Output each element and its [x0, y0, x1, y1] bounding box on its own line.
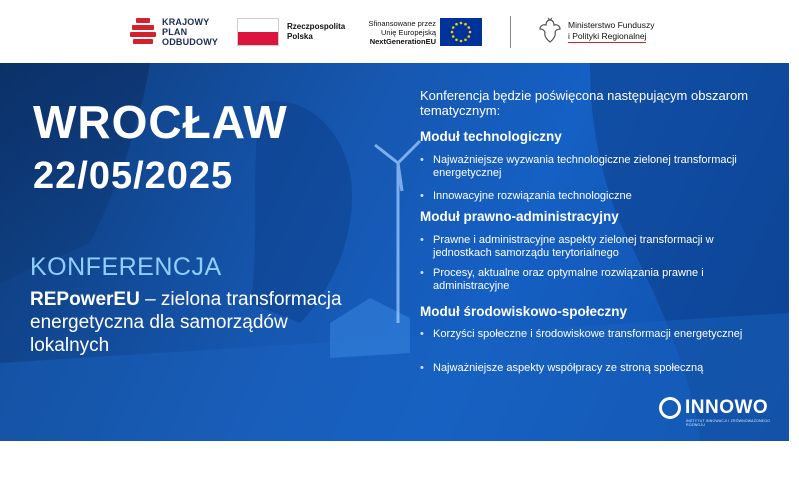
ministry-logo — [538, 17, 654, 45]
module-item: • Procesy, aktualne oraz optymalne rozwiązania prawne i administracyjne — [420, 267, 704, 292]
module-item: • Najważniejsze wyzwania technologiczne zielonej transformacji energetycznej — [420, 154, 737, 179]
polish-flag-icon — [237, 18, 279, 46]
eu-flag-icon — [440, 18, 482, 46]
innowo-ring-icon — [658, 396, 682, 420]
module-heading: Moduł technologiczny — [420, 129, 562, 144]
rp-logo — [237, 18, 345, 46]
innowo-subtitle: INSTYTUT INNOWACJI I ZRÓWNOWAŻONEGO ROZWOJU — [686, 419, 771, 427]
innowo-name: INNOWO — [685, 397, 769, 418]
ministry-text: Ministerstwo Funduszy i Polityki Regionalnej — [568, 19, 655, 41]
module-heading: Moduł środowiskowo-społeczny — [420, 304, 628, 319]
eagle-icon — [538, 17, 562, 45]
logo-bar — [0, 0, 799, 63]
logo-divider — [510, 16, 511, 48]
innowo-logo — [658, 396, 789, 427]
konferencja-label: KONFERENCJA — [30, 253, 222, 281]
kpo-text: KRAJOWY PLAN ODBUDOWY — [162, 17, 219, 47]
city-heading: WROCŁAW — [33, 96, 288, 148]
date-heading: 22/05/2025 — [33, 155, 234, 197]
kpo-logo — [130, 17, 218, 47]
module-item: • Innowacyjne rozwiązania technologiczne — [420, 190, 632, 202]
title-bold: REPowerEU — [30, 289, 140, 310]
module-item: • Korzyści społeczne i środowiskowe transformacji energetycznej — [420, 328, 743, 340]
intro-text: Konferencja będzie poświęcona następującym obszarom tematycznym: — [420, 88, 749, 118]
conference-banner — [0, 63, 789, 441]
title-rest: – zielona transformacja energetyczna dla samorządów lokalnych — [30, 289, 342, 356]
module-item: • Prawne i administracyjne aspekty zielonej transformacji w jednostkach samorządu terytorialnego — [420, 234, 714, 259]
kpo-mark-icon — [130, 18, 156, 46]
module-item: • Najważniejsze aspekty współpracy ze stroną społeczną — [420, 362, 704, 374]
eu-text: Sfinansowane przez Unię Europejską NextGenerationEU — [368, 18, 436, 46]
rp-text: Rzeczpospolita Polska — [287, 22, 346, 41]
module-heading: Moduł prawno-administracyjny — [420, 209, 619, 224]
eu-logo — [360, 18, 482, 46]
conference-title — [30, 288, 370, 357]
